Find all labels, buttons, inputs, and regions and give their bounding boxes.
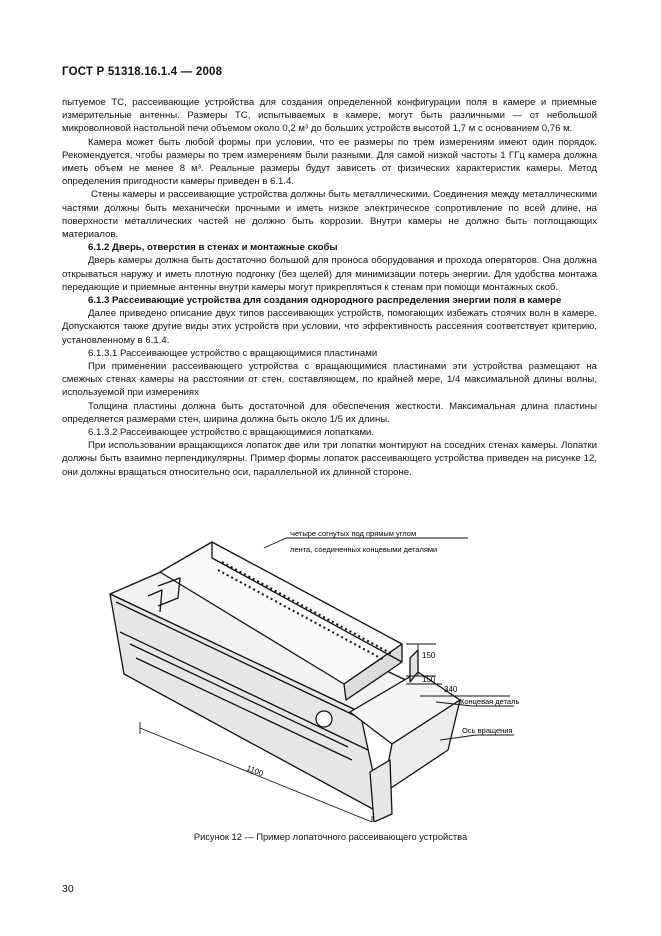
section-heading-6-1-3: 6.1.3 Рассеивающие устройства для создания однородного распределения энергии поля в камере bbox=[88, 295, 562, 307]
section-heading-6-1-2: 6.1.2 Дверь, отверстия в стенах и монтажные скобы bbox=[88, 242, 338, 254]
dim-150-top: 150 bbox=[422, 651, 436, 660]
document-header: ГОСТ Р 51318.16.1.4 — 2008 bbox=[62, 66, 223, 78]
paragraph: пытуемое ТС, рассеивающие устройства для создания определенной конфигурации поля в камере и приемные измерительные антенны. Размеры ТС, испытываемых в камере, могут быть различными — от небольшой микроволновой настольной печи объемом около 0,2 м³ до больших устройств высотой 1,7 м с основанием 0,76 м. bbox=[62, 97, 597, 135]
dim-1100: 1100 bbox=[245, 763, 265, 779]
subsection-heading-6-1-3-1: 6.1.3.1 Рассеивающее устройство с вращающимися пластинами bbox=[88, 347, 378, 359]
dim-340: 340 bbox=[444, 685, 458, 694]
dim-150-middle: 150 bbox=[422, 675, 436, 684]
paragraph: При применении рассеивающего устройства с вращающимися пластинами эти устройства размещают на смежных стенах камеры на расстоянии от стен, составляющем, по крайней мере, 1/4 максимальной длины волны, используемой при измерениях bbox=[62, 361, 597, 399]
figure-caption: Рисунок 12 — Пример лопаточного рассеивающего устройства bbox=[193, 832, 468, 842]
rotation-axis-hole bbox=[316, 711, 332, 727]
figure-12-paddle-diffuser bbox=[100, 532, 530, 822]
label-end-detail: Концевая деталь bbox=[460, 697, 520, 706]
subsection-heading-6-1-3-2: 6.1.3.2 Рассеивающее устройство с вращающимися лопатками. bbox=[88, 427, 375, 439]
paragraph: Стены камеры и рассеивающие устройства должны быть металлическими. Соединения между металлическими частями должны быть механически прочными и иметь низкое электрическое сопротивление по всей длине, на поверхности металлических частей не должно быть коррозии. Внутри камеры не должно быть поглощающих материалов. bbox=[62, 189, 597, 241]
page-number: 30 bbox=[62, 883, 74, 895]
label-rotation-axis: Ось вращения bbox=[462, 726, 513, 735]
paragraph: При использовании вращающихся лопаток две или три лопатки монтируют на соседних стенах камеры. Лопатки должны быть взаимно перпендикулярны. Пример формы лопаток рассеивающего устройства приведен на рисунке 12, они должны вращаться относительно оси, параллельной их длинной стороне. bbox=[62, 440, 597, 478]
paragraph: Толщина пластины должна быть достаточной для обеспечения жесткости. Максимальная длина пластины определяется размерами стен, ширина должна быть около 1/5 их длины. bbox=[62, 400, 597, 425]
paragraph: Далее приведено описание двух типов рассеивающих устройств, помогающих избежать стоячих волн в камере. Допускаются также другие виды этих устройств при условии, что эффективность рассеяния соответствует критерию, установленному в 6.1.4. bbox=[62, 308, 597, 346]
paragraph: Дверь камеры должна быть достаточно большой для проноса оборудования и прохода операторов. Она должна открываться наружу и иметь плотную подгонку (без щелей) для минимизации потерь энергии. Для удобства монтажа передающие и приемные антенны внутри камеры могут прикрепляться к стенам при помощи монтажных скоб. bbox=[62, 255, 597, 293]
label-four-bent-strips: Четыре согнутых под прямым углом bbox=[290, 532, 417, 538]
label-strips-joined: лента, соединенных концевыми деталями bbox=[290, 545, 438, 554]
paragraph: Камера может быть любой формы при условии, что ее размеры по трем измерениям имеют один порядок. Рекомендуется, чтобы размеры по трем измерениям были разными. Для самой низкой частоты 1 ГГц камера должна иметь объем не менее 8 м³. Реальные размеры будут зависеть от физических характеристик камеры. Метод определения пригодности камеры приведен в 6.1.4. bbox=[62, 136, 597, 188]
stand-leg bbox=[370, 760, 392, 822]
body-text bbox=[62, 96, 597, 479]
